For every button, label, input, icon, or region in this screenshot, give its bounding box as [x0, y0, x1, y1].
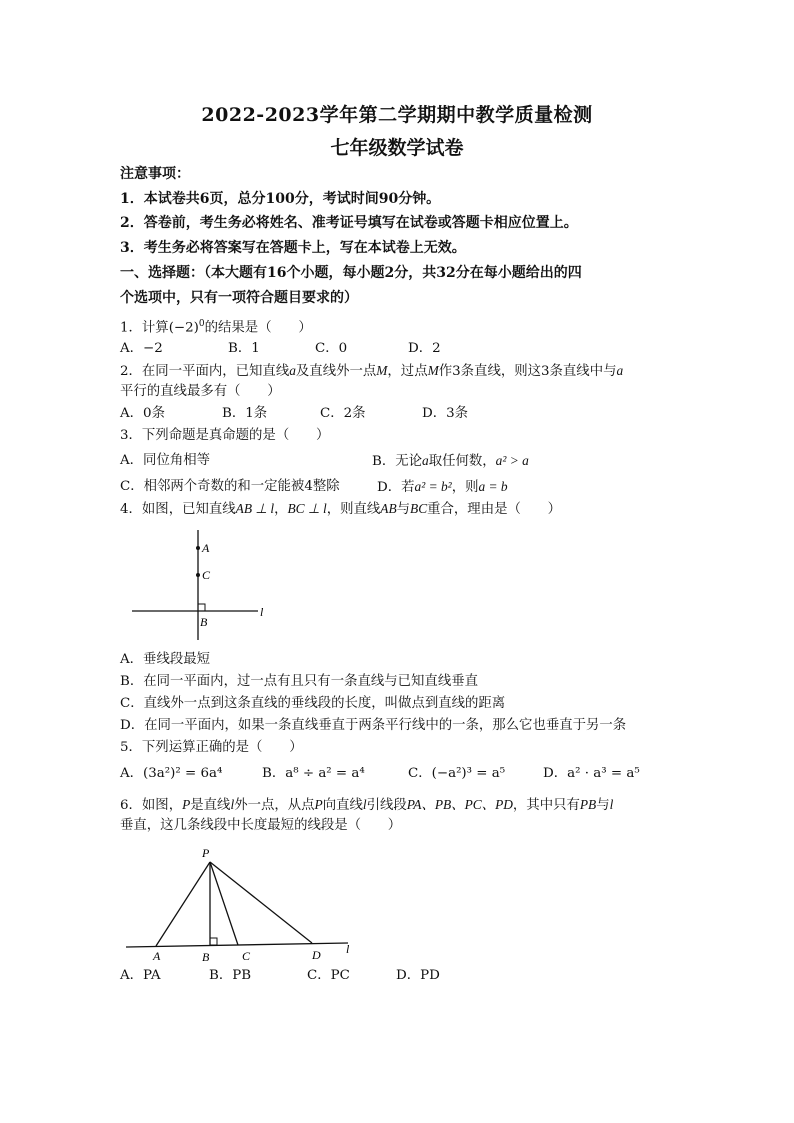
q1-stem-post: 的结果是（ ）	[204, 320, 312, 336]
q4-text-g: 与	[396, 502, 411, 517]
q6-var-p2: P	[314, 797, 323, 812]
q3-option-b-expr: a² > a	[495, 453, 529, 468]
q3-option-b-mid: 取任何数，	[428, 454, 496, 469]
q4-text-c: ，	[274, 502, 288, 517]
q6-segment-pd	[210, 862, 312, 943]
q4-label-c: C	[202, 568, 211, 582]
q6-var-l2: l	[362, 797, 367, 812]
q2-var-a2: a	[616, 363, 624, 378]
q4-expr-ab: AB ⊥ l	[235, 501, 275, 516]
q3-option-d-pre: D．若	[377, 480, 415, 495]
q3-option-b-var: a	[422, 453, 429, 468]
q2-option-a: A．0条	[120, 406, 165, 421]
q4-figure	[120, 522, 280, 642]
q3-option-a: A．同位角相等	[120, 453, 211, 468]
q4-var-bc: BC	[410, 501, 428, 516]
q6-text-e: 引线段	[366, 798, 407, 813]
q6-text-g: 与	[596, 798, 610, 813]
q5-option-a: A．(3a²)² = 6a⁴	[120, 766, 223, 781]
q2-option-c: C．2条	[320, 406, 366, 421]
q4-expr-bc: BC ⊥ l	[287, 501, 327, 516]
q4-right-angle-mark	[198, 604, 205, 611]
q6-option-a: A．PA	[120, 968, 161, 983]
q3-option-c: C．相邻两个奇数的和一定能被4整除	[120, 479, 340, 494]
q4-option-c: C．直线外一点到这条直线的垂线段的长度，叫做点到直线的距离	[120, 696, 506, 711]
q6-text-f: ，其中只有	[512, 798, 580, 813]
q2-stem-line2: 平行的直线最多有（ ）	[120, 384, 281, 399]
q4-text-a: 4．如图，已知直线	[120, 502, 236, 517]
q1-option-b: B．1	[228, 341, 260, 356]
q3-option-d-mid: ，则	[451, 480, 479, 495]
q6-text-b: 是直线	[190, 798, 231, 813]
q2-text-d: 作3条直线，则这3条直线中与	[438, 364, 617, 379]
q6-option-b: B．PB	[209, 968, 252, 983]
q6-figure	[120, 840, 360, 965]
q6-option-d: D．PD	[396, 968, 440, 983]
q4-var-ab: AB	[380, 501, 397, 516]
q4-point-a	[196, 546, 200, 550]
q2-var-a: a	[289, 363, 296, 378]
q6-var-pb: PB	[579, 797, 597, 812]
q2-text-a: 2．在同一平面内，已知直线	[120, 364, 290, 379]
q6-label-p: P	[202, 846, 210, 860]
q6-var-l: l	[230, 797, 235, 812]
notes-item-3: 3．考生务必将答案写在答题卡上，写在本试卷上无效。	[120, 240, 466, 256]
section1-heading-line1: 一、选择题：（本大题有16个小题，每小题2分，共32分在每小题给出的四	[120, 265, 582, 281]
q3-stem: 3．下列命题是真命题的是（ ）	[120, 428, 330, 443]
q6-stem-line2: 垂直，这几条线段中长度最短的线段是（ ）	[120, 818, 402, 833]
q3-option-d-expr: a² = b²	[414, 479, 452, 494]
q4-text-e: ，则直线	[326, 502, 381, 517]
q1-exp: 0	[198, 319, 205, 329]
q2-option-d: D．3条	[422, 406, 469, 421]
notes-item-2: 2．答卷前，考生务必将姓名、准考证号填写在试卷或答题卡相应位置上。	[120, 215, 578, 231]
q5-option-b: B．a⁸ ÷ a² = a⁴	[262, 766, 365, 781]
q1-option-c: C．0	[315, 341, 348, 356]
q4-option-b: B．在同一平面内，过一点有且只有一条直线与已知直线垂直	[120, 674, 478, 689]
q6-var-l3: l	[609, 797, 614, 812]
q1-expr: (−2)	[168, 320, 199, 336]
q4-text-i: 重合，理由是（ ）	[427, 502, 562, 517]
q4-stem	[120, 500, 561, 519]
q2-text-c: ，过点	[387, 364, 428, 379]
notes-heading: 注意事项：	[120, 166, 190, 182]
q4-option-a: A．垂线段最短	[120, 652, 211, 667]
q6-segment-pa	[156, 862, 210, 946]
q6-var-p: P	[182, 797, 191, 812]
q2-option-b: B．1条	[222, 406, 268, 421]
notes-item-1: 1．本试卷共6页，总分100分，考试时间90分钟。	[120, 191, 441, 207]
q6-label-l: l	[346, 942, 350, 956]
q3-option-d-post: a = b	[478, 479, 508, 494]
q2-var-m2: M	[427, 363, 439, 378]
q5-option-c: C．(−a²)³ = a⁵	[408, 766, 506, 781]
q6-stem-line1	[120, 796, 613, 815]
q2-text-b: 及直线外一点	[295, 364, 377, 379]
q6-text-a: 6．如图，	[120, 798, 183, 813]
q1-stem	[120, 315, 312, 337]
q4-label-b: B	[200, 615, 208, 629]
q3-option-b-pre: B．无论	[372, 454, 423, 469]
q2-stem-line1	[120, 362, 623, 381]
q6-label-d: D	[312, 948, 321, 962]
q6-segments: PA、PB、PC、PD	[406, 797, 513, 812]
q5-stem: 5．下列运算正确的是（ ）	[120, 740, 303, 755]
q6-text-c: 外一点，从点	[234, 798, 315, 813]
q6-right-angle-mark	[210, 938, 217, 945]
q6-option-c: C．PC	[307, 968, 350, 983]
exam-subtitle: 七年级数学试卷	[330, 137, 464, 159]
q4-label-a: A	[202, 541, 210, 555]
q1-stem-pre: 1．计算	[120, 320, 169, 336]
q5-option-d: D．a² · a³ = a⁵	[543, 766, 640, 781]
q6-label-c: C	[242, 949, 251, 963]
q4-label-l: l	[260, 605, 264, 619]
q6-label-a: A	[153, 949, 161, 963]
q2-var-m: M	[376, 363, 388, 378]
q4-option-d: D．在同一平面内，如果一条直线垂直于两条平行线中的一条，那么它也垂直于另一条	[120, 718, 627, 733]
q6-segment-pc	[210, 862, 238, 945]
q6-label-b: B	[202, 950, 210, 964]
exam-title: 2022-2023学年第二学期期中教学质量检测	[201, 104, 593, 126]
section1-heading-line2: 个选项中，只有一项符合题目要求的）	[120, 290, 358, 306]
q3-option-b	[372, 452, 529, 471]
q4-point-c	[196, 573, 200, 577]
q1-option-d: D．2	[408, 341, 441, 356]
q1-option-a: A．−2	[120, 341, 163, 356]
q6-text-d: 向直线	[322, 798, 363, 813]
q3-option-d	[377, 478, 508, 497]
